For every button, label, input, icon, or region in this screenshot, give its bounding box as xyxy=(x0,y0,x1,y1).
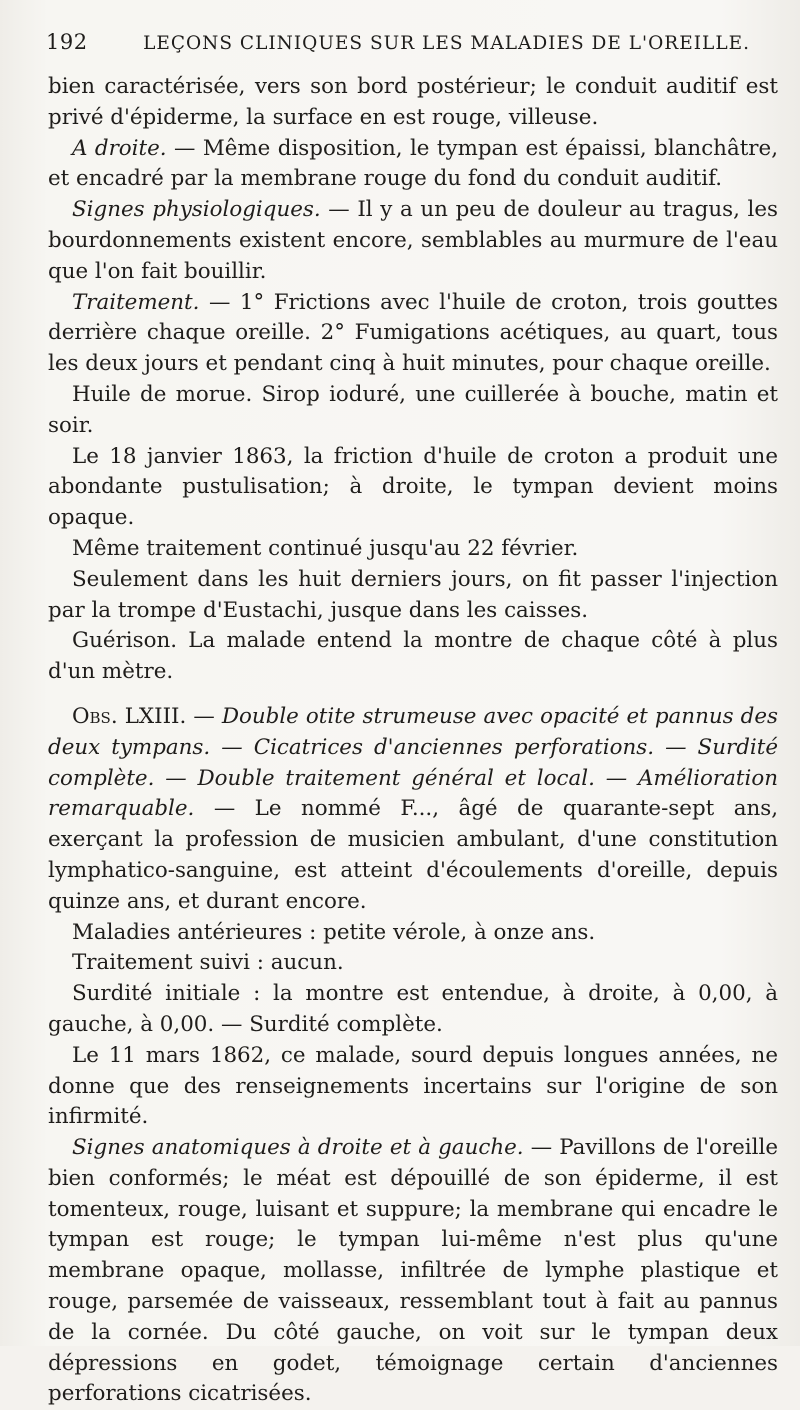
paragraph-text: bien caractérisée, vers son bord postérieur; le conduit auditif est privé d'épiderme, la surface en est rouge, villeuse. xyxy=(48,74,778,130)
paragraph-p7 xyxy=(48,534,778,565)
running-title: LEÇONS CLINIQUES SUR LES MALADIES DE L'OREILLE. xyxy=(143,33,750,54)
page-header xyxy=(46,30,750,54)
paragraph-text: — Le nommé F..., âgé de quarante-sept ans, exerçant la profession de musicien ambulant, d'une constitution lymphatico-sanguine, est atteint d'écoulements d'oreille, depuis quinze ans, et durant encore. xyxy=(48,796,778,914)
paragraph-text: Même traitement continué jusqu'au 22 février. xyxy=(72,535,579,561)
paragraph-p1 xyxy=(48,72,778,134)
paragraph-text: — Il y a un peu de douleur au tragus, les bourdonnements existent encore, semblables au murmure de l'eau que l'on fait bouillir. xyxy=(48,197,778,284)
paragraph-text: Le 18 janvier 1863, la friction d'huile de croton a produit une abondante pustulisation; à droite, le tympan devient moins opaque. xyxy=(48,443,778,531)
paragraph-p5 xyxy=(48,380,778,442)
paragraph-text: Guérison. La malade entend la montre de chaque côté à plus d'un mètre. xyxy=(48,628,778,685)
paragraph-p3 xyxy=(48,195,778,287)
paragraph-p9 xyxy=(48,626,778,688)
page-number: 192 xyxy=(46,30,88,54)
italic-heading: Signes anatomiques à droite et à gauche. xyxy=(72,1135,524,1161)
paragraph-p11 xyxy=(48,918,778,949)
paragraph-text: Huile de morue. Sirop ioduré, une cuillerée à bouche, matin et soir. xyxy=(48,381,778,438)
paragraph-p14 xyxy=(48,1041,778,1133)
paragraph-text: Surdité initiale : la montre est entendue, à droite, à 0,00, à gauche, à 0,00. — Surdité complète. xyxy=(48,981,778,1037)
paragraph-p2 xyxy=(48,134,778,196)
paragraph-p15 xyxy=(48,1133,778,1410)
paragraph-text: — 1° Frictions avec l'huile de croton, trois gouttes derrière chaque oreille. 2° Fumigations acétiques, au quart, tous les deux jours et pendant cinq à huit minutes, pour chaque oreille. xyxy=(48,289,778,377)
paragraph-text: — Pavillons de l'oreille bien conformés; le méat est dépouillé de son épiderme, il est tomenteux, rouge, luisant et suppure; la membrane qui encadre le tympan est rouge; le tympan lui-même n'est plus qu'une membrane opaque, mollasse, infiltrée de lymphe plastique et rouge, parsemée de vaisseaux, ressemblant tout à fait au pannus de la cornée. Du côté gauche, on voit sur le tympan deux dépressions en godet, témoignage certain d'anciennes perforations cicatrisées. xyxy=(48,1135,778,1407)
italic-heading: A droite. xyxy=(72,135,167,161)
italic-heading: Signes physiologiques. xyxy=(72,197,321,223)
paragraph-text: — Même disposition, le tympan est épaissi, blanchâtre, et encadré par la membrane rouge du fond du conduit auditif. xyxy=(48,135,778,192)
paragraph-p4 xyxy=(48,288,778,380)
paragraph-text: Traitement suivi : aucun. xyxy=(72,950,344,976)
paragraph-text: Maladies antérieures : petite vérole, à onze ans. xyxy=(72,919,596,945)
page-body xyxy=(48,72,778,1410)
paragraph-text: Seulement dans les huit derniers jours, on fit passer l'injection par la trompe d'Eustachi, jusque dans les caisses. xyxy=(48,566,778,623)
paragraph-p13 xyxy=(48,979,778,1041)
observation-label: Obs. LXIII. xyxy=(72,703,187,729)
italic-heading: Traitement. xyxy=(72,289,200,315)
paragraph-p12 xyxy=(48,948,778,979)
paragraph-p8 xyxy=(48,565,778,627)
paragraph-p6 xyxy=(48,442,778,534)
italic-heading: Double otite strumeuse avec opacité et pannus des deux tympans. — Cicatrices d'anciennes perforations. — Surdité complète. — Double traitement général et local. — Amélioration remarquable. xyxy=(48,703,778,822)
paragraph-text: Le 11 mars 1862, ce malade, sourd depuis longues années, ne donne que des renseignements incertains sur l'origine de son infirmité. xyxy=(48,1042,778,1130)
paragraph-text: — xyxy=(186,703,222,729)
paragraph-p10 xyxy=(48,702,778,918)
